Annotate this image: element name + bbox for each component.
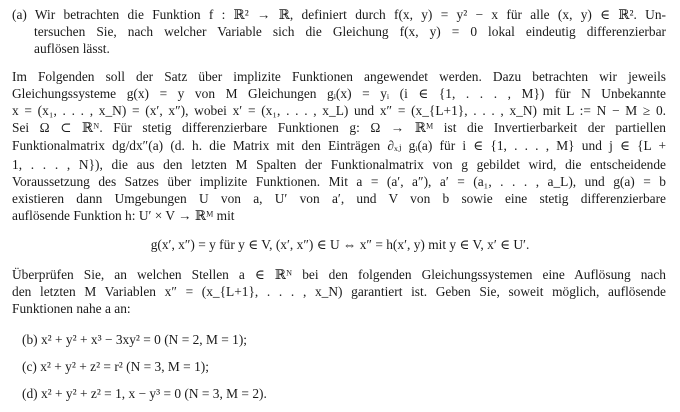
part-a-line-1: (a) Wir betrachten die Funktion f : ℝ² → ℝ, definiert durch f(x, y) = y² − x für alle (x, y) ∈ ℝ². Un- (12, 7, 666, 22)
item-c: (c) x² + y² + z² = r² (N = 3, M = 1); (22, 359, 209, 374)
intro-line-2: Gleichungssysteme g(x) = y von M Gleichungen gᵢ(x) = yᵢ (i ∈ {1, . . . , M}) für N Unbekannte (12, 86, 666, 101)
intro-line-8: existieren dann Umgebungen U von a, U′ von a′, und V von b sowie eine stetig differenzierbare (12, 191, 666, 206)
item-d: (d) x² + y² + z² = 1, x − y³ = 0 (N = 3, M = 2). (22, 386, 267, 401)
intro-line-7: Voraussetzung des Satzes über implizite Funktionen. Mit a = (a′, a″), a′ = (a₁, . . . , a_L), und g(a) = b (12, 174, 666, 189)
intro-line-1: Im Folgenden soll der Satz über implizite Funktionen angewendet werden. Dazu betrachten wir jeweils (12, 69, 666, 84)
task-line-2: den letzten M Variablen x″ = (x_{L+1}, . . . , x_N) garantiert ist. Geben Sie, soweit möglich, auflösende (12, 284, 666, 299)
intro-line-3: x = (x₁, . . . , x_N) = (x′, x″), wobei x′ = (x₁, . . . , x_L) und x″ = (x_{L+1}, . . . , x_N) mit L := N − M ≥ 0. (12, 103, 666, 118)
part-a-line-2: tersuchen Sie, nach welcher Variable sich die Gleichung f(x, y) = 0 lokal eindeutig differenzierbar (34, 24, 666, 39)
intro-line-6: 1, . . . , N}), die aus den letzten M Spalten der Funktionalmatrix von g gebildet wird, die entscheidende (12, 157, 666, 172)
intro-line-4: Sei Ω ⊂ ℝᴺ. Für stetig differenzierbare Funktionen g: Ω → ℝᴹ ist die Invertierbarkeit der partiellen (12, 120, 666, 135)
task-line-1: Überprüfen Sie, an welchen Stellen a ∈ ℝᴺ bei den folgenden Gleichungssystemen eine Auflösung nach (12, 267, 666, 282)
intro-line-5: Funktionalmatrix dg/dx″(a) (d. h. die Matrix mit den Einträgen ∂ₓⱼ gᵢ(a) für i ∈ {1, . . . , M} und j ∈ {L + (12, 138, 666, 153)
display-equation: g(x′, x″) = y für y ∈ V, (x′, x″) ∈ U ⇔ x″ = h(x′, y) mit y ∈ V, x′ ∈ U′. (150, 237, 530, 252)
intro-line-9: auflösende Funktion h: U′ × V → ℝᴹ mit (12, 208, 235, 223)
task-line-3: Funktionen nahe a an: (12, 301, 131, 316)
part-a-line-3: auflösen lässt. (34, 41, 110, 56)
item-b: (b) x² + y² + x³ − 3xy² = 0 (N = 2, M = 1); (22, 332, 248, 347)
